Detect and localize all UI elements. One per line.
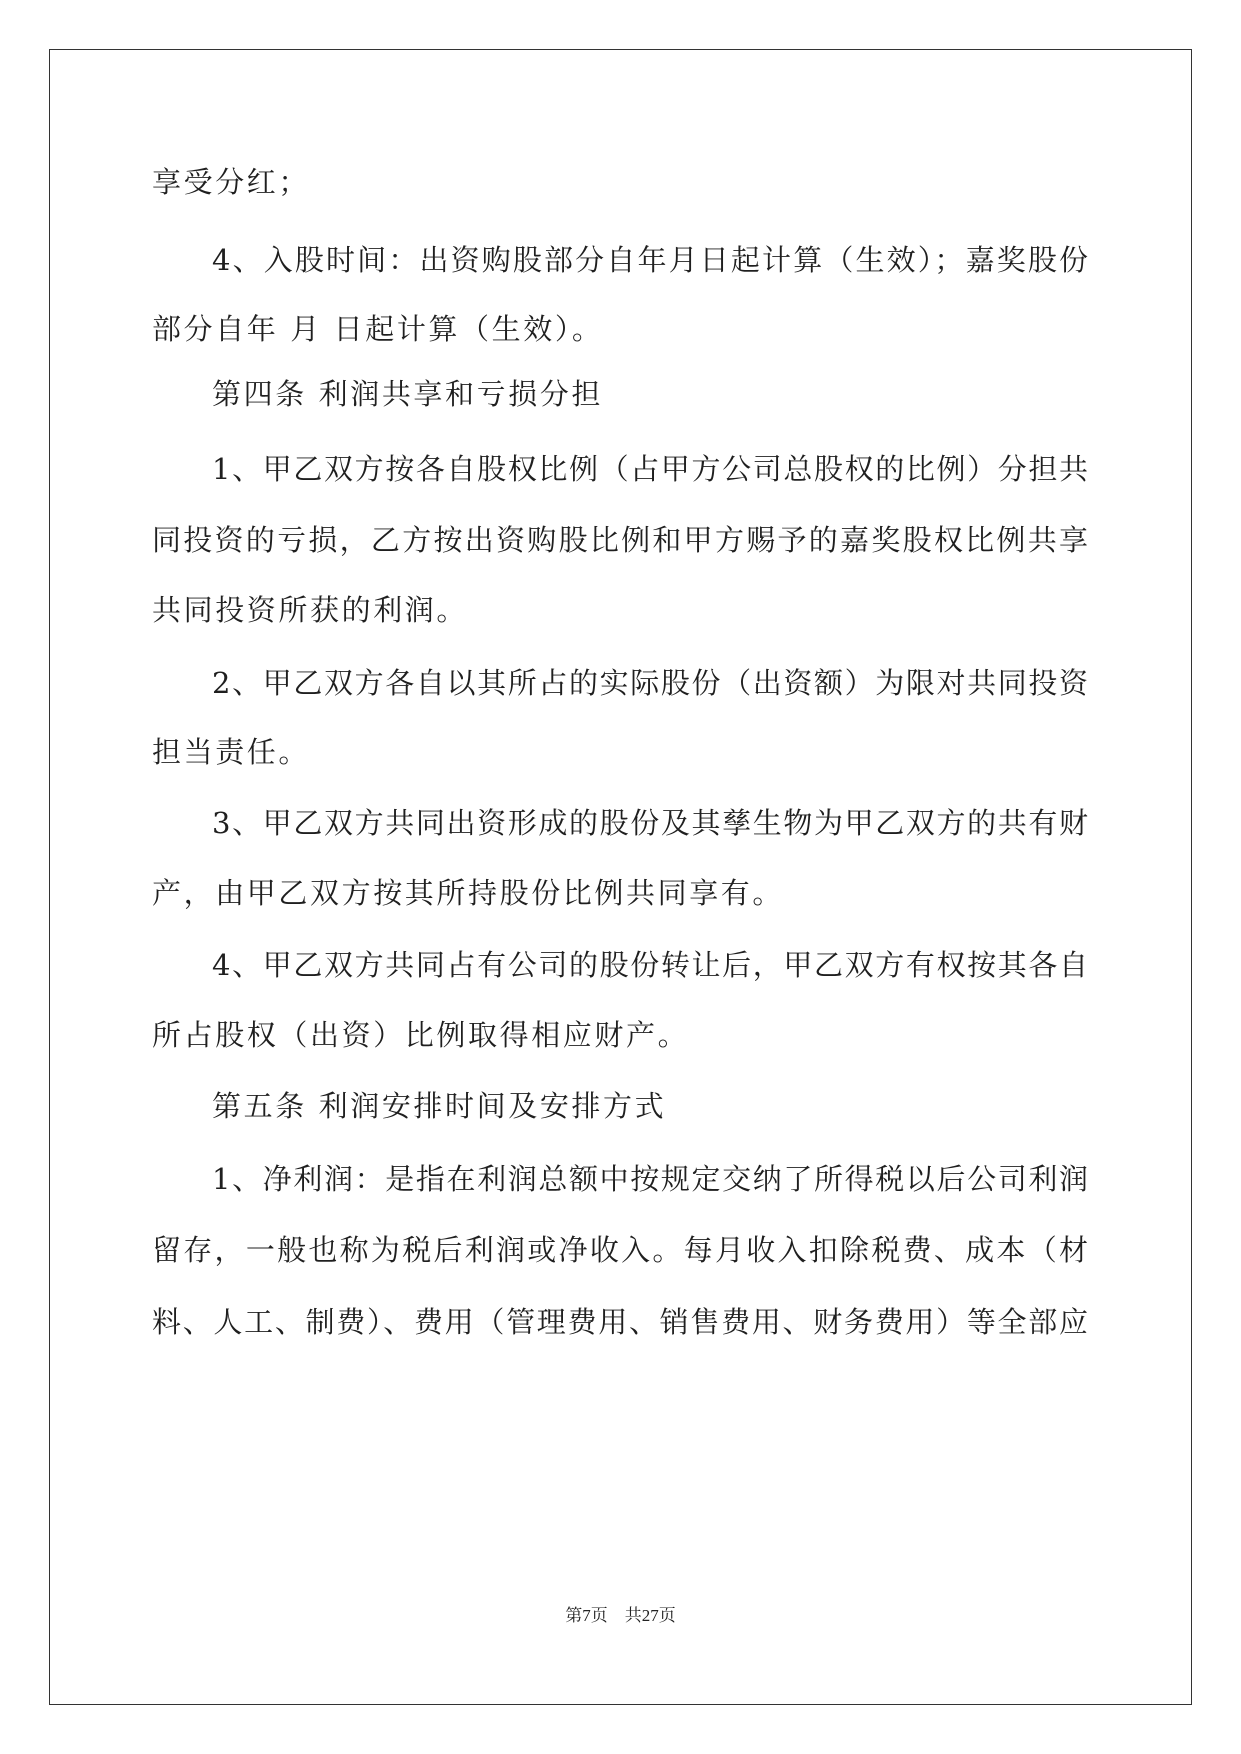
text-line: 1、净利润：是指在利润总额中按规定交纳了所得税以后公司利润 <box>212 1162 1088 1196</box>
page-number-footer: 第7页 共27页 <box>565 1606 676 1625</box>
text-line: 2、甲乙双方各自以其所占的实际股份（出资额）为限对共同投资 <box>212 666 1088 700</box>
text-line: 3、甲乙双方共同出资形成的股份及其孳生物为甲乙双方的共有财 <box>212 806 1088 840</box>
text-line: 所占股权（出资）比例取得相应财产。 <box>152 1018 690 1052</box>
text-line: 4、入股时间：出资购股部分自年月日起计算（生效）；嘉奖股份 <box>212 243 1088 277</box>
text-line: 共同投资所获的利润。 <box>152 593 469 627</box>
text-line: 享受分红； <box>152 165 311 199</box>
section-heading: 第五条 利润安排时间及安排方式 <box>212 1089 667 1123</box>
text-line: 同投资的亏损，乙方按出资购股比例和甲方赐予的嘉奖股权比例共享 <box>152 523 1088 557</box>
text-line: 4、甲乙双方共同占有公司的股份转让后，甲乙双方有权按其各自 <box>212 948 1088 982</box>
text-line: 料、人工、制费）、费用（管理费用、销售费用、财务费用）等全部应 <box>152 1305 1088 1339</box>
section-heading: 第四条 利润共享和亏损分担 <box>212 377 604 411</box>
text-line: 部分自年 月 日起计算（生效）。 <box>152 312 604 346</box>
text-line: 担当责任。 <box>152 735 311 769</box>
text-line: 产，由甲乙双方按其所持股份比例共同享有。 <box>152 876 785 910</box>
text-line: 留存，一般也称为税后利润或净收入。每月收入扣除税费、成本（材 <box>152 1233 1088 1267</box>
text-line: 1、甲乙双方按各自股权比例（占甲方公司总股权的比例）分担共 <box>212 452 1088 486</box>
